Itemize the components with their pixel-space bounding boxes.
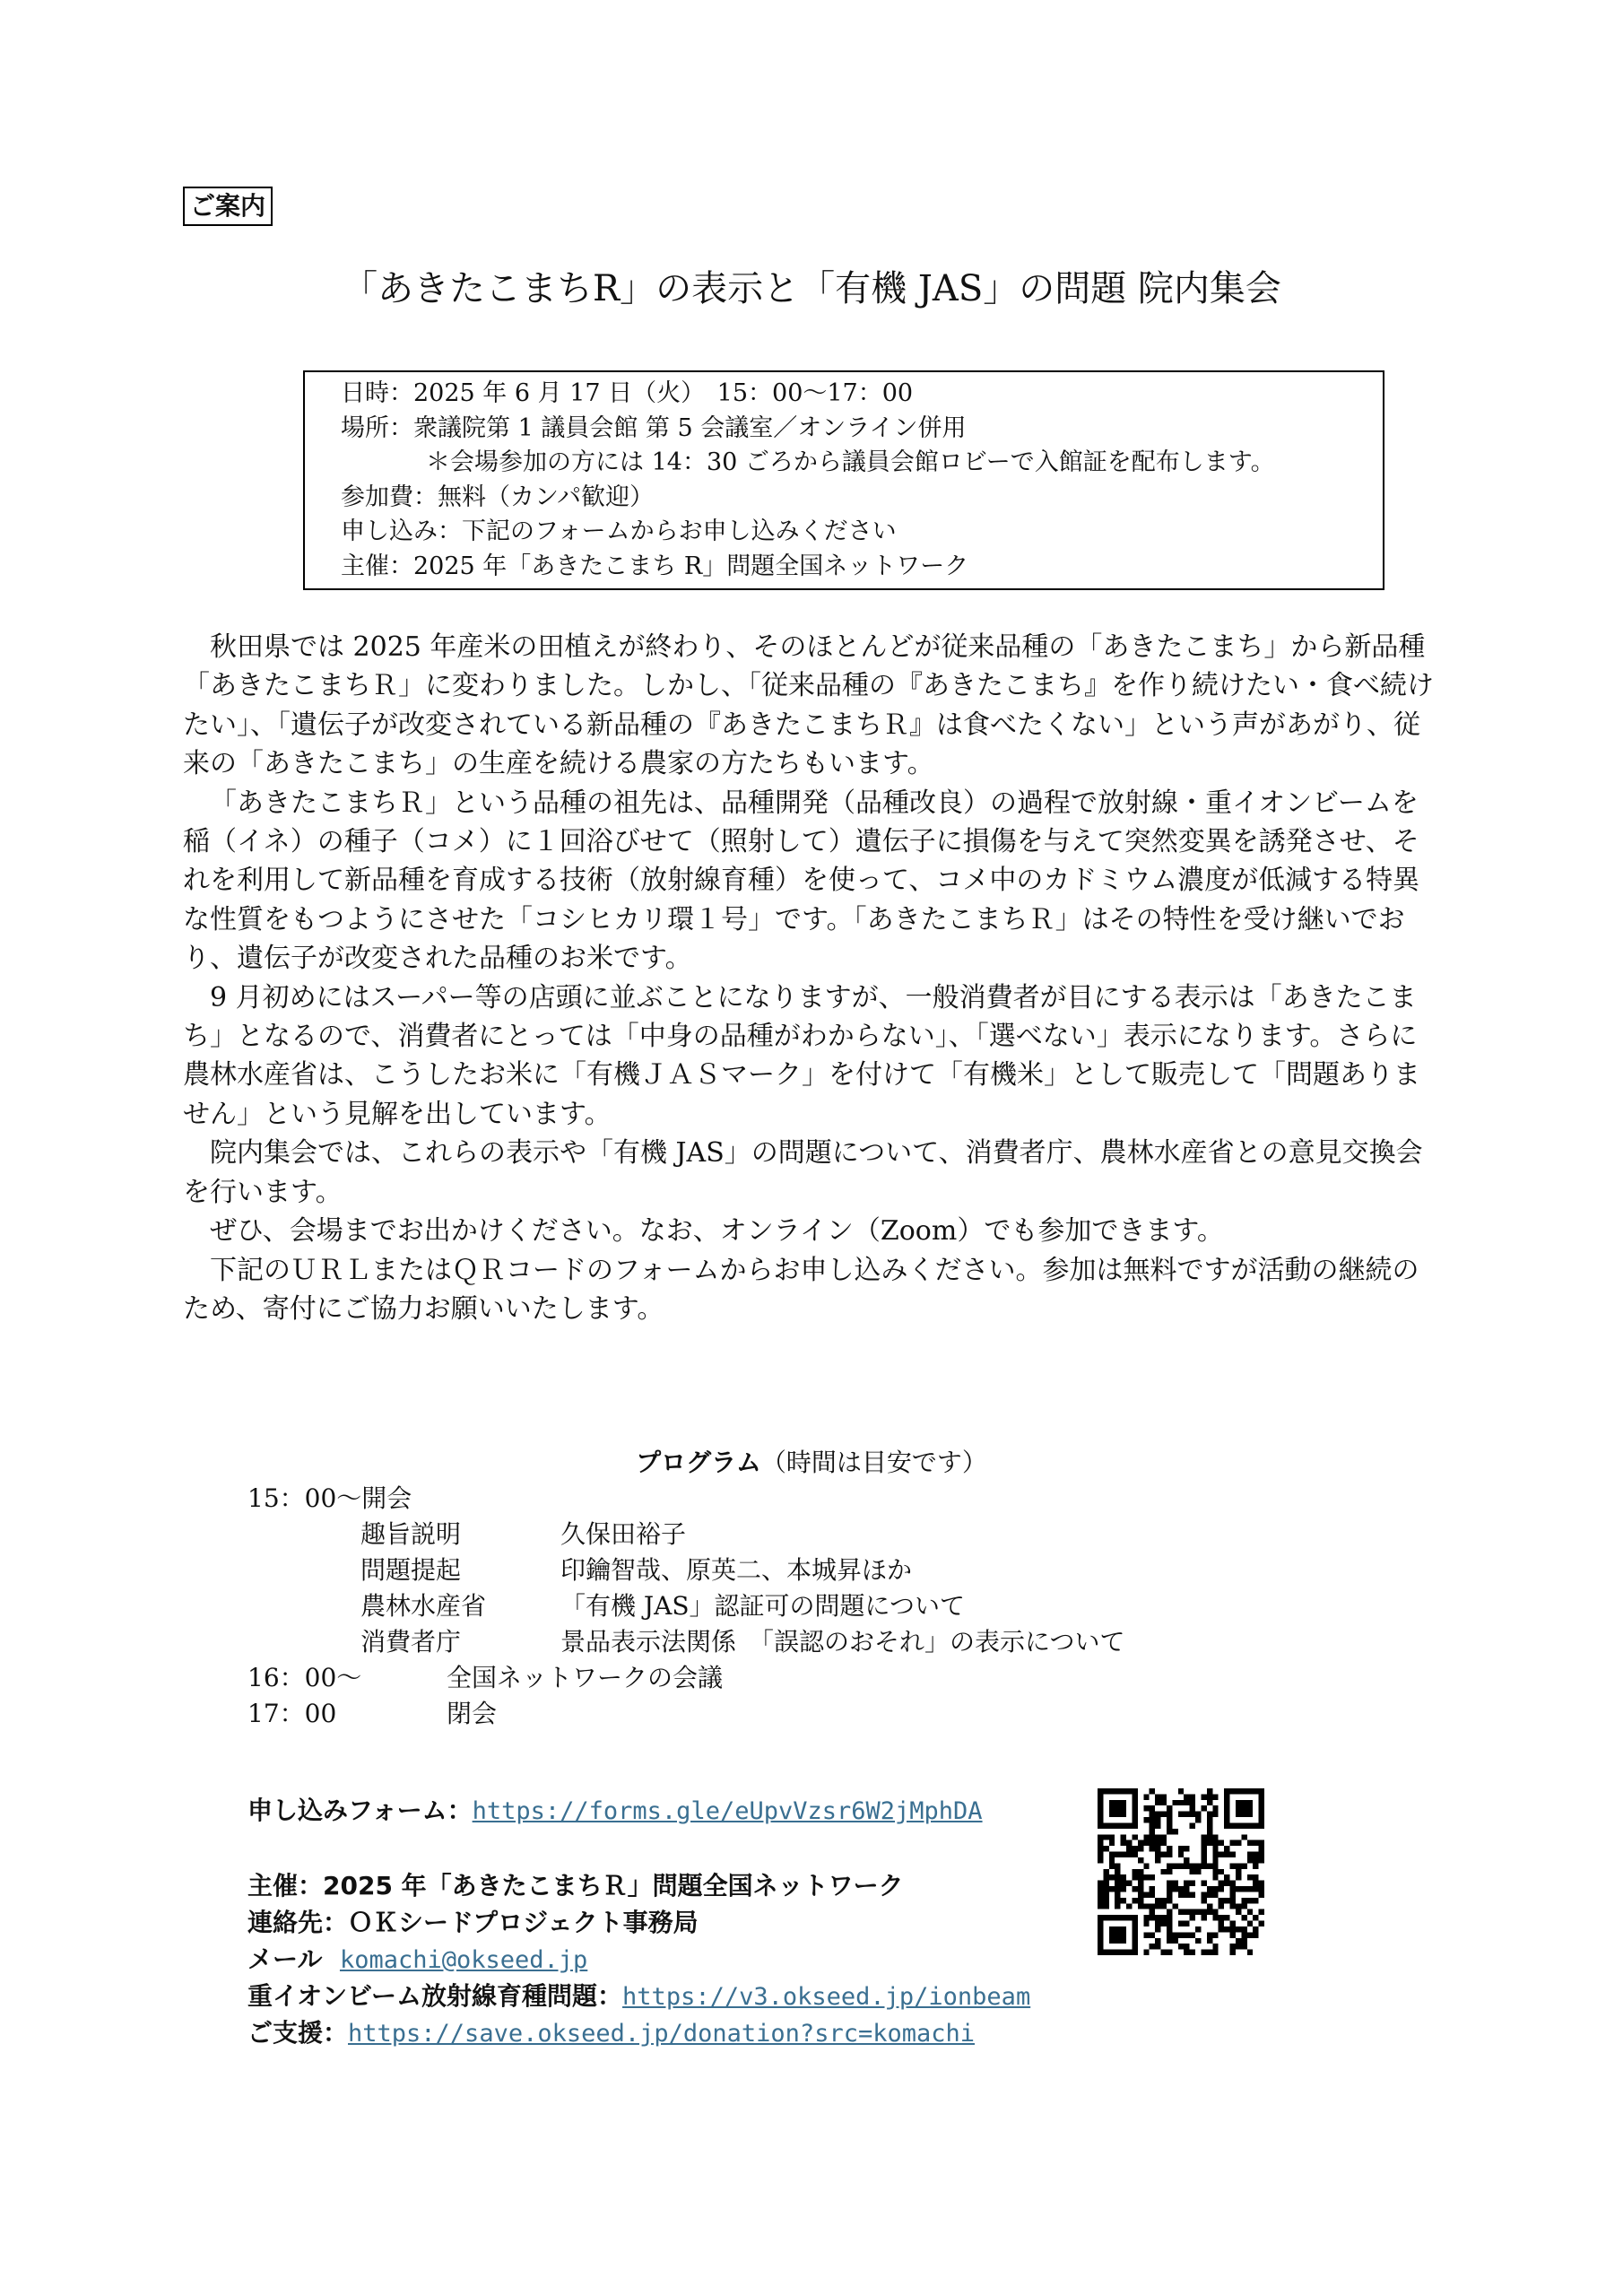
paragraph-3: 9 月初めにはスーパー等の店頭に並ぶことになりますが、一般消費者が目にする表示は「あきたこまち」となるので、消費者にとっては「中身の品種がわからない」、「選べない」表示になります。さらに農林水産省は、こうしたお米に「有機ＪＡＳマーク」を付けて「有機米」として販売して「問題ありません」という見解を出しています。 <box>183 981 1420 1130</box>
event-place: 場所：衆議院第 1 議員会館 第 5 会議室／オンライン併用 <box>341 413 967 442</box>
program-time-3-desc: 閉会 <box>447 1699 498 1728</box>
program-open: 15：00～開会 <box>247 1483 412 1513</box>
donation-link[interactable]: https://save.okseed.jp/donation?src=komachi <box>348 2020 975 2048</box>
footer-contact: 連絡先：ＯＫシードプロジェクト事務局 <box>247 1908 699 1937</box>
program-item-label: 農林水産省 <box>360 1591 487 1621</box>
program-item-desc: 「有機 JAS」認証可の問題について <box>560 1591 965 1621</box>
event-info-box <box>303 370 1384 590</box>
program-time-2-desc: 全国ネットワークの会議 <box>447 1663 724 1692</box>
program-item-label: 趣旨説明 <box>360 1519 462 1549</box>
program-time-3: 17：00 <box>247 1699 337 1728</box>
form-label: 申し込みフォーム： <box>247 1796 473 1825</box>
program-subtitle: （時間は目安です） <box>760 1448 987 1477</box>
program-time-2: 16：00～ <box>247 1663 362 1692</box>
notice-tag: ご案内 <box>183 187 273 226</box>
mail-link[interactable]: komachi@okseed.jp <box>339 1946 588 1974</box>
ionbeam-line <box>247 1979 1030 2015</box>
qr-code-icon[interactable] <box>1098 1788 1264 1955</box>
page-title: 「あきたこまちR」の表示と「有機 JAS」の問題 院内集会 <box>342 268 1281 309</box>
program-title: プログラム <box>636 1448 761 1477</box>
body-text <box>183 628 1440 1328</box>
donation-label: ご支援： <box>247 2018 349 2048</box>
program-item-desc: 久保田裕子 <box>560 1519 687 1549</box>
event-note: ＊会場参加の方には 14：30 ごろから議員会館ロビーで入館証を配布します。 <box>426 448 1275 476</box>
paragraph-4: 院内集会では、これらの表示や「有機 JAS」の問題について、消費者庁、農林水産省との意見交換会を行います。 <box>183 1137 1423 1208</box>
mail-line <box>247 1942 587 1979</box>
footer-host: 主催：2025 年「あきたこまちＲ」問題全国ネットワーク <box>247 1871 904 1900</box>
program-item-label: 問題提起 <box>360 1555 462 1585</box>
event-host: 主催：2025 年「あきたこまち R」問題全国ネットワーク <box>341 552 969 580</box>
paragraph-6: 下記のＵＲＬまたはＱＲコードのフォームからお申し込みください。参加は無料ですが活動の継続のため、寄付にご協力お願いいたします。 <box>183 1254 1419 1325</box>
form-link[interactable]: https://forms.gle/eUpvVzsr6W2jMphDA <box>472 1797 983 1825</box>
form-line <box>247 1793 983 1830</box>
paragraph-5: ぜひ、会場までお出かけください。なお、オンライン（Zoom）でも参加できます。 <box>210 1215 1224 1248</box>
program-heading <box>0 1445 1623 1481</box>
ionbeam-link[interactable]: https://v3.okseed.jp/ionbeam <box>622 1983 1031 2011</box>
donation-line <box>247 2015 975 2052</box>
program-item-label: 消費者庁 <box>360 1627 462 1657</box>
program-item-desc: 景品表示法関係 「誤認のおそれ」の表示について <box>560 1627 1125 1657</box>
event-apply: 申し込み：下記のフォームからお申し込みください <box>341 517 897 545</box>
mail-label: メール <box>247 1944 323 1974</box>
event-fee: 参加費：無料（カンパ歓迎） <box>341 483 655 511</box>
program-item-desc: 印鑰智哉、原英二、本城昇ほか <box>560 1555 913 1585</box>
event-date: 日時：2025 年 6 月 17 日（火） 15：00～17：00 <box>341 379 914 407</box>
paragraph-1: 秋田県では 2025 年産米の田植えが終わり、そのほとんどが従来品種の「あきたこまち」から新品種「あきたこまちＲ」に変わりました。しかし、「従来品種の『あきたこまち』を作り続けたい・食べ続けたい」、「遺伝子が改変されている新品種の『あきたこまちＲ』は食べたくない」という声があがり、従来の「あきたこまち」の生産を続ける農家の方たちもいます。 <box>183 631 1434 780</box>
ionbeam-label: 重イオンビーム放射線育種問題： <box>247 1981 623 2011</box>
paragraph-2: 「あきたこまちＲ」という品種の祖先は、品種開発（品種改良）の過程で放射線・重イオンビームを稲（イネ）の種子（コメ）に１回浴びせて（照射して）遺伝子に損傷を与えて突然変異を誘発させ、それを利用して新品種を育成する技術（放射線育種）を使って、コメ中のカドミウム濃度が低減する特異な性質をもつようにさせた「コシヒカリ環１号」です。「あきたこまちＲ」はその特性を受け継いでおり、遺伝子が改変された品種のお米です。 <box>183 787 1420 975</box>
